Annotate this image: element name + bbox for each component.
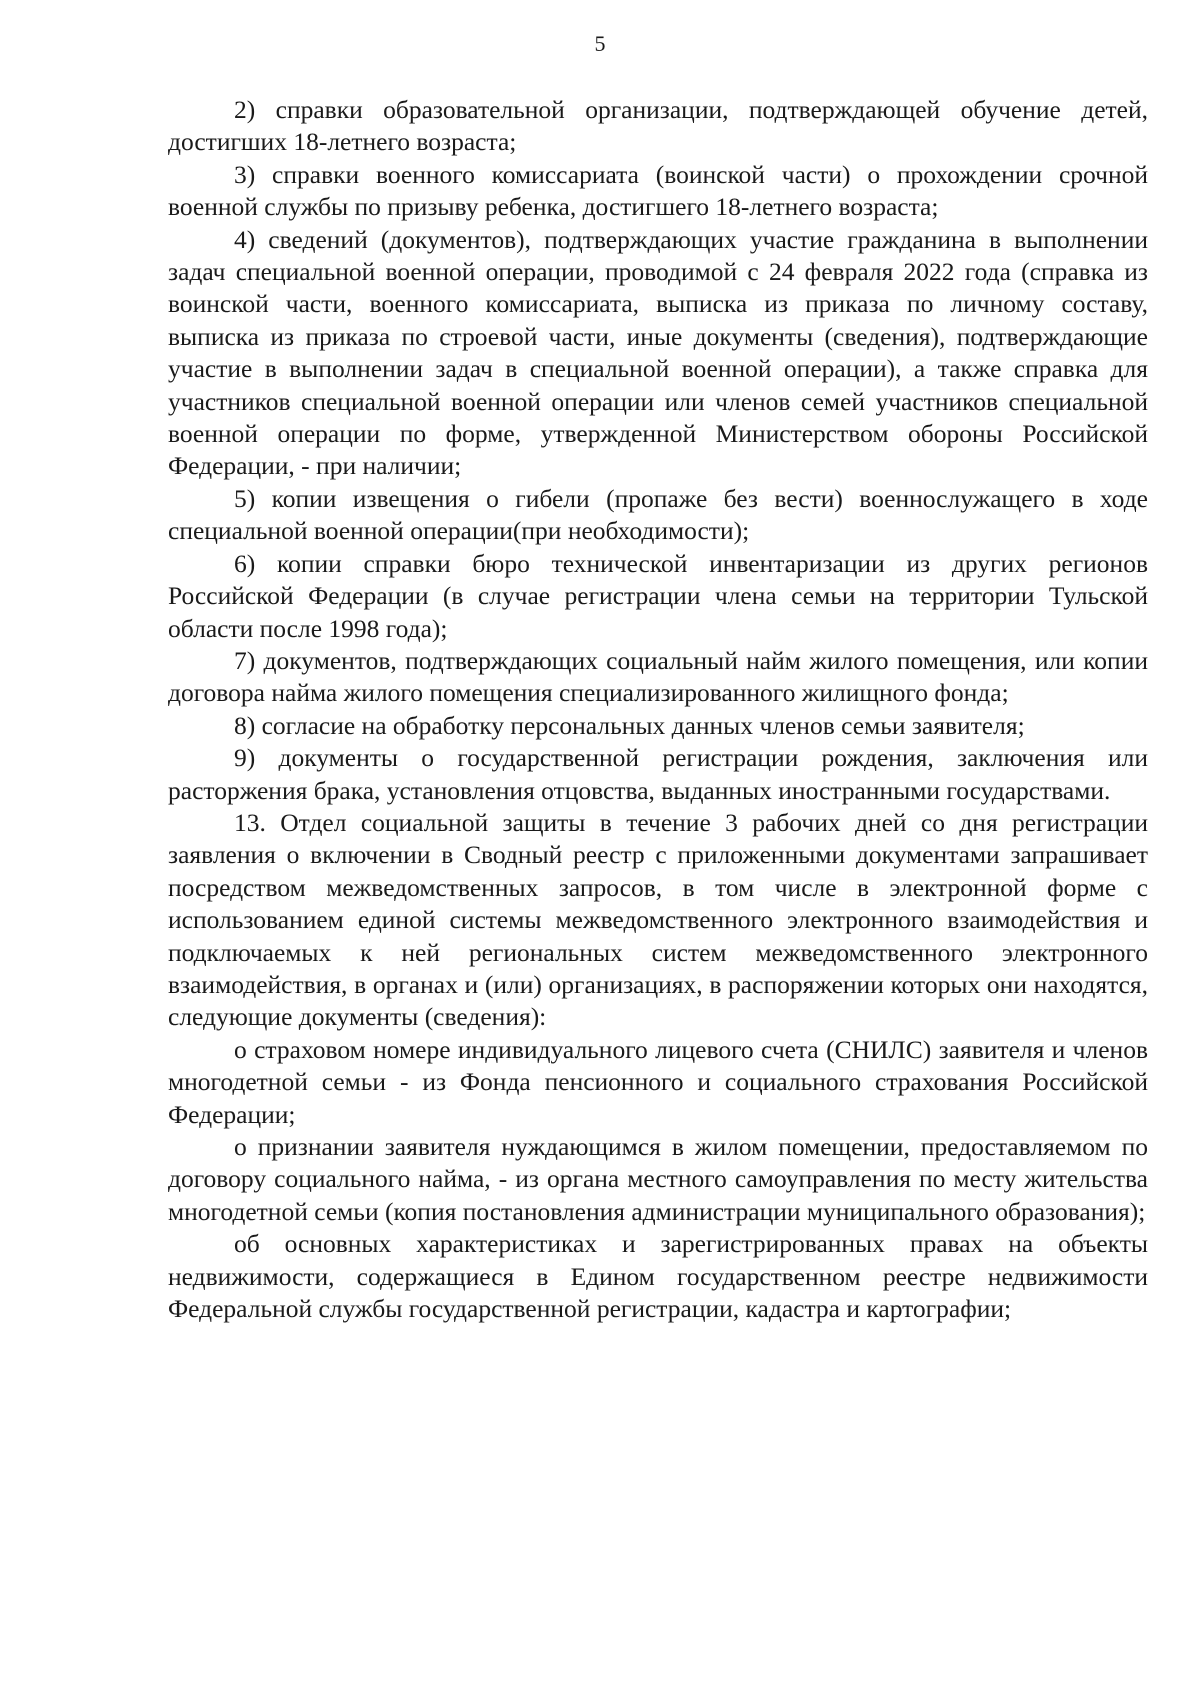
paragraph-item-5: 5) копии извещения о гибели (пропаже без вести) военнослужащего в ходе специальной военной операции(при необходимости);	[168, 483, 1148, 546]
paragraph-item-3: 3) справки военного комиссариата (воинской части) о прохождении срочной военной службы по призыву ребенка, достигшего 18-летнего возраста;	[168, 159, 1148, 222]
paragraph-snils: о страховом номере индивидуального лицевого счета (СНИЛС) заявителя и членов многодетной семьи - из Фонда пенсионного и социального страхования Российской Федерации;	[168, 1034, 1148, 1129]
page-number: 5	[594, 31, 606, 56]
paragraph-item-9: 9) документы о государственной регистрации рождения, заключения или расторжения брака, установления отцовства, выданных иностранными государствами.	[168, 743, 1148, 805]
paragraph-section-13: 13. Отдел социальной защиты в течение 3 рабочих дней со дня регистрации заявления о включении в Сводный реестр с приложенными документами запрашивает посредством межведомственных запросов, в том числе в электронной форме с использованием единой системы межведомственного электронного взаимодействия и подключаемых к ней региональных систем межведомственного электронного взаимодействия, в органах и (или) организациях, в распоряжении которых они находятся, следующие документы (сведения):	[168, 807, 1148, 1032]
paragraph-item-7: 7) документов, подтверждающих социальный найм жилого помещения, или копии договора найма жилого помещения специализированного жилищного фонда;	[168, 645, 1148, 708]
paragraph-item-4: 4) сведений (документов), подтверждающих участие гражданина в выполнении задач специальной военной операции, проводимой с 24 февраля 2022 года (справка из воинской части, военного комиссариата, выписка из приказа по личному составу, выписка из приказа по строевой части, иные документы (сведения), подтверждающие участие в выполнении задач в специальной военной операции), а также справка для участников специальной военной операции или членов семей участников специальной военной операции по форме, утвержденной Министерством обороны Российской Федерации, - при наличии;	[168, 224, 1148, 481]
document-body	[168, 94, 1148, 1325]
paragraph-item-8: 8) согласие на обработку персональных данных членов семьи заявителя;	[234, 710, 1025, 740]
paragraph-real-estate: об основных характеристиках и зарегистрированных правах на объекты недвижимости, содержащиеся в Едином государственном реестре недвижимости Федеральной службы государственной регистрации, кадастра и картографии;	[168, 1229, 1148, 1324]
paragraph-housing-need: о признании заявителя нуждающимся в жилом помещении, предоставляемом по договору социального найма, - из органа местного самоуправления по месту жительства многодетной семьи (копия постановления администрации муниципального образования);	[168, 1132, 1148, 1226]
paragraph-item-6: 6) копии справки бюро технической инвентаризации из других регионов Российской Федерации (в случае регистрации члена семьи на территории Тульской области после 1998 года);	[168, 548, 1148, 643]
paragraph-item-2: 2) справки образовательной организации, подтверждающей обучение детей, достигших 18-летнего возраста;	[168, 95, 1148, 157]
